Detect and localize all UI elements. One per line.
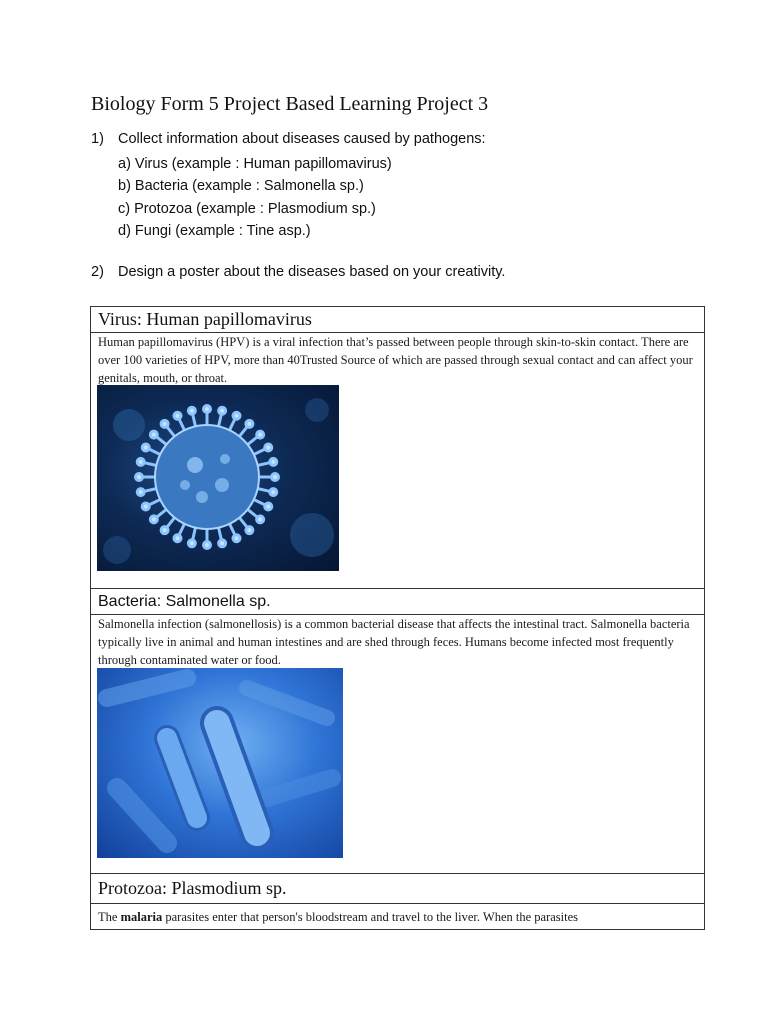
poster-table: [90, 306, 705, 930]
bacteria-illustration: [97, 668, 343, 858]
section-2-number: 2): [91, 264, 104, 280]
protozoa-text-start: The: [98, 910, 121, 924]
protozoa-heading: Protozoa: Plasmodium sp.: [91, 874, 704, 904]
virus-heading: Virus: Human papillomavirus: [91, 307, 704, 333]
section-1-number: 1): [91, 131, 104, 147]
virus-spike-tip: [174, 535, 181, 542]
list-item: b) Bacteria (example : Salmonella sp.): [118, 178, 364, 195]
section-1: [91, 131, 486, 147]
bacteria-description: Salmonella infection (salmonellosis) is a common bacterial disease that affects the intestinal tract. Salmonella bacteria typically live in animal and human intestines and are shed through feces. Humans become infected most frequently through contaminated water or food.: [98, 617, 690, 667]
section-2-heading: Design a poster about the diseases based on your creativity.: [118, 264, 506, 280]
virus-spike-tip: [233, 412, 240, 419]
document-title: Biology Form 5 Project Based Learning Project 3: [91, 93, 489, 115]
virus-spike-tip: [161, 527, 168, 534]
virus-spike-tip: [174, 412, 181, 419]
protozoa-text-bold: malaria: [120, 910, 163, 924]
virus-spike-tip: [204, 406, 211, 413]
virus-spike-tip: [150, 431, 157, 438]
virus-spike-tip: [219, 540, 226, 547]
virus-spike-tip: [219, 407, 226, 414]
virus-spike-tip: [270, 489, 277, 496]
section-1-heading: Collect information about diseases caused by pathogens:: [118, 131, 486, 147]
virus-spike-tip: [233, 535, 240, 542]
virus-spike-tip: [265, 503, 272, 510]
protozoa-text-end: parasites enter that person's bloodstream and travel to the liver. When the parasites: [162, 910, 579, 924]
virus-spike-tip: [270, 458, 277, 465]
virus-spike-tip: [142, 503, 149, 510]
virus-spike-tip: [257, 516, 264, 523]
section-2: [91, 264, 505, 280]
virus-spike-tip: [137, 489, 144, 496]
virus-spike-tip: [161, 420, 168, 427]
bacteria-heading: Bacteria: Salmonella sp.: [91, 589, 704, 615]
virus-spike-tip: [204, 542, 211, 549]
protozoa-description: [98, 908, 698, 926]
virus-spike-tip: [257, 431, 264, 438]
bacteria-image: [97, 668, 343, 858]
virus-spike-tip: [150, 516, 157, 523]
virus-spike-tip: [142, 444, 149, 451]
list-item: d) Fungi (example : Tine asp.): [118, 222, 311, 239]
list-item: a) Virus (example : Human papillomavirus): [118, 156, 392, 172]
virus-spike-tip: [188, 407, 195, 414]
virus-spike-tip: [137, 458, 144, 465]
virus-image: [97, 385, 339, 571]
virus-spike-tip: [265, 444, 272, 451]
virus-spike-tip: [246, 420, 253, 427]
virus-spike-tip: [136, 474, 143, 481]
list-item: c) Protozoa (example : Plasmodium sp.): [118, 200, 376, 217]
virus-description: Human papillomavirus (HPV) is a viral infection that’s passed between people through skin-to-skin contact. There are over 100 varieties of HPV, more than 40Trusted Source of which are passed through sexual contact and can affect your genitals, mouth, or throat.: [98, 335, 693, 385]
pathogen-list: [118, 153, 392, 242]
virus-spike-tip: [272, 474, 279, 481]
virus-illustration: [97, 385, 339, 571]
virus-spike-tip: [246, 527, 253, 534]
virus-spike-tip: [188, 540, 195, 547]
